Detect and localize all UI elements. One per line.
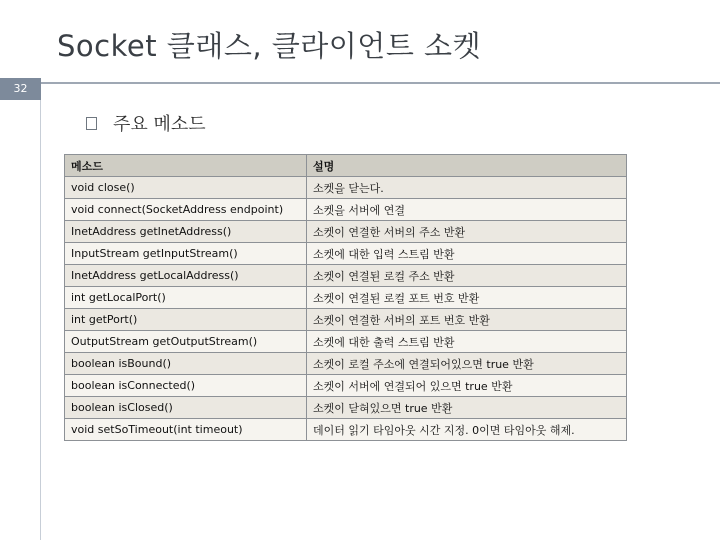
table-row bbox=[65, 353, 627, 375]
table-row bbox=[65, 177, 627, 199]
method-cell: InetAddress getLocalAddress() bbox=[65, 265, 307, 287]
method-cell: void setSoTimeout(int timeout) bbox=[65, 419, 307, 441]
page-number-badge: 32 bbox=[0, 78, 41, 100]
table-row bbox=[65, 199, 627, 221]
table-row bbox=[65, 243, 627, 265]
table-row bbox=[65, 309, 627, 331]
description-cell: 데이터 읽기 타임아웃 시간 지정. 0이면 타임아웃 해제. bbox=[307, 419, 627, 441]
method-cell: InputStream getInputStream() bbox=[65, 243, 307, 265]
method-cell: boolean isClosed() bbox=[65, 397, 307, 419]
method-cell: void close() bbox=[65, 177, 307, 199]
table-row bbox=[65, 287, 627, 309]
title-divider bbox=[0, 82, 720, 84]
method-cell: int getLocalPort() bbox=[65, 287, 307, 309]
method-cell: InetAddress getInetAddress() bbox=[65, 221, 307, 243]
method-cell: OutputStream getOutputStream() bbox=[65, 331, 307, 353]
table-row bbox=[65, 375, 627, 397]
square-bullet-icon bbox=[86, 117, 97, 130]
description-cell: 소켓에 대한 출력 스트림 반환 bbox=[307, 331, 627, 353]
slide-title: Socket 클래스, 클라이언트 소켓 bbox=[57, 29, 482, 63]
header-description: 설명 bbox=[307, 155, 627, 177]
method-cell: int getPort() bbox=[65, 309, 307, 331]
table-row bbox=[65, 221, 627, 243]
description-cell: 소켓이 서버에 연결되어 있으면 true 반환 bbox=[307, 375, 627, 397]
methods-table bbox=[64, 154, 627, 441]
table-row bbox=[65, 265, 627, 287]
table-row bbox=[65, 331, 627, 353]
method-cell: boolean isBound() bbox=[65, 353, 307, 375]
method-cell: void connect(SocketAddress endpoint) bbox=[65, 199, 307, 221]
method-cell: boolean isConnected() bbox=[65, 375, 307, 397]
left-margin-line bbox=[40, 100, 41, 540]
table-row bbox=[65, 419, 627, 441]
table-row bbox=[65, 397, 627, 419]
description-cell: 소켓이 연결한 서버의 주소 반환 bbox=[307, 221, 627, 243]
bullet-text: 주요 메소드 bbox=[113, 114, 206, 135]
description-cell: 소켓을 서버에 연결 bbox=[307, 199, 627, 221]
table-header-row bbox=[65, 155, 627, 177]
description-cell: 소켓을 닫는다. bbox=[307, 177, 627, 199]
description-cell: 소켓이 닫혀있으면 true 반환 bbox=[307, 397, 627, 419]
description-cell: 소켓이 연결된 로컬 주소 반환 bbox=[307, 265, 627, 287]
description-cell: 소켓에 대한 입력 스트림 반환 bbox=[307, 243, 627, 265]
description-cell: 소켓이 연결된 로컬 포트 번호 반환 bbox=[307, 287, 627, 309]
description-cell: 소켓이 연결한 서버의 포트 번호 반환 bbox=[307, 309, 627, 331]
header-method: 메소드 bbox=[65, 155, 307, 177]
description-cell: 소켓이 로컬 주소에 연결되어있으면 true 반환 bbox=[307, 353, 627, 375]
bullet-item bbox=[86, 110, 206, 136]
